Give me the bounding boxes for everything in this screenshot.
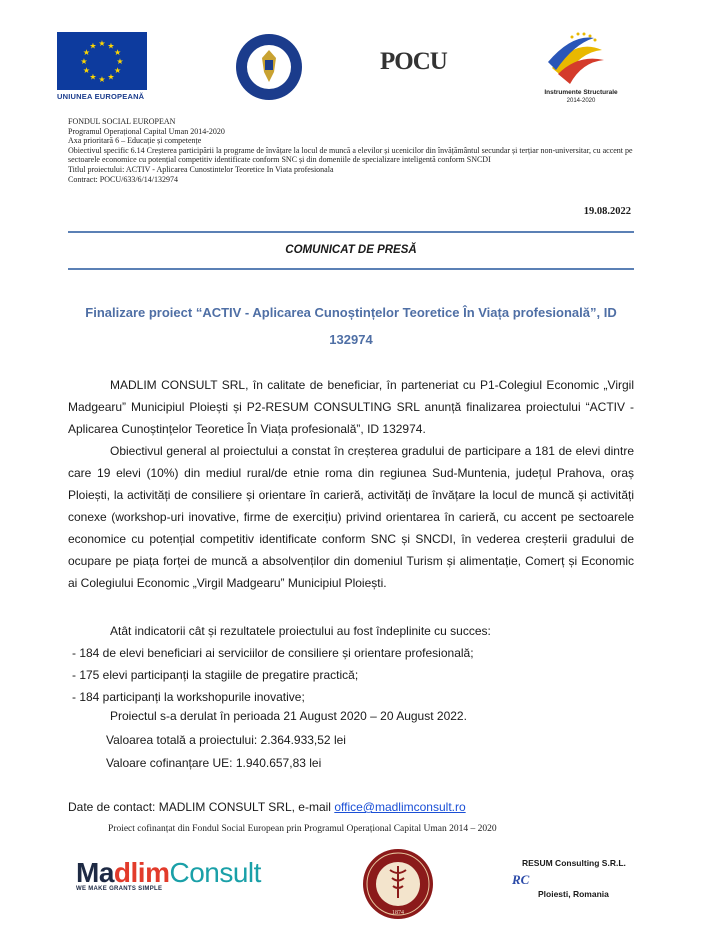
eu-star-icon: ★ (82, 48, 90, 57)
document-date: 19.08.2022 (583, 206, 631, 217)
madlim-consult-logo (76, 858, 261, 892)
instrumente-structurale-years: 2014-2020 (566, 98, 596, 104)
funding-line: Axa prioritară 6 – Educație și competențe (68, 136, 202, 146)
contact-email-link[interactable]: office@madlimconsult.ro (334, 800, 466, 814)
paragraph-results: Atât indicatorii cât și rezultatele proiectului au fost îndeplinite cu succes: (110, 624, 491, 638)
divider-top (68, 231, 634, 233)
instrumente-structurale-label: Instrumente Structurale (544, 89, 618, 96)
contact-line (68, 800, 466, 814)
funding-line: FONDUL SOCIAL EUROPEAN (68, 117, 176, 126)
eu-stars-icon (57, 32, 147, 90)
eu-star-icon: ★ (107, 72, 115, 82)
project-period: Proiectul s-a derulat în perioada 21 August 2020 – 20 August 2022. (110, 709, 467, 723)
funding-line: Contract: POCU/633/6/14/132974 (68, 174, 178, 184)
cofinancing-note: Proiect cofinanțat din Fondul Social European prin Programul Operațional Capital Uman 2014 – 2020 (108, 824, 497, 834)
eu-star-icon: ★ (98, 39, 106, 48)
eu-star-icon: ★ (82, 66, 90, 75)
madlim-wordmark: MadlimConsult (76, 857, 261, 888)
funding-line: Programul Operațional Capital Uman 2014-2020 (68, 126, 225, 136)
contact-label: Date de contact: MADLIM CONSULT SRL, e-mail (68, 800, 335, 814)
funding-info-block (68, 117, 638, 184)
project-total-value: Valoarea totală a proiectului: 2.364.933,52 lei (106, 733, 346, 747)
eu-star-icon: ★ (107, 41, 115, 51)
instrumente-structurale-logo (544, 28, 608, 88)
college-seal-logo (362, 848, 434, 920)
funding-line: Obiectivul specific 6.14 Creșterea participării la programe de învățare la locul de muncă a elevilor și ucenicilor din învățământul secundar și terțiar non-universitar, cu accent pe sectoarele economice cu potențial competitiv identificate conform SNC și din domeniile de specializare inteligentă conform SNCDI (68, 145, 633, 165)
eu-flag-logo (57, 32, 147, 90)
list-item: - 184 participanți la workshopurile inovative; (72, 690, 305, 704)
resum-logo-mark: RC (512, 872, 530, 887)
eu-star-icon: ★ (80, 57, 88, 66)
list-item: - 175 elevi participanți la stagiile de pregatire practică; (72, 668, 359, 682)
government-seal-logo (234, 32, 304, 102)
madlim-tagline: WE MAKE GRANTS SIMPLE (76, 886, 163, 892)
resum-city: Ploiesti, Romania (538, 889, 609, 899)
eu-star-icon: ★ (89, 41, 97, 51)
eu-star-icon: ★ (89, 72, 97, 82)
paragraph-objective: Obiectivul general al proiectului a constat în creșterea gradului de participare a 181 de elevi dintre care 19 elevi (10%) din mediul rural/de etnie roma din regiunea Sud-Muntenia, județul Prahova, oraș Ploiești, la activități de consiliere și orientare în carieră, activități de învățare la locul de muncă și activități conexe (workshop-uri inovative, firme de exercițiu) privind orientarea în carieră, cu accent pe sectoarele economice cu potențial competitiv identificate conform SNC și SNCDI, în vederea creșterii gradului de ocupare pe piața forței de muncă a absolvenților din domeniul Turism și alimentație, Comerț și Economic ai Colegiului Economic „Virgil Madgearu” Municipiul Ploiești. (68, 444, 634, 590)
funding-line: Titlul proiectului: ACTIV - Aplicarea Cunostintelor Teoretice In Viata profesionala (68, 164, 334, 174)
eu-cofinancing-value: Valoare cofinanțare UE: 1.940.657,83 lei (106, 756, 322, 770)
eu-star-icon: ★ (114, 48, 122, 57)
eu-label: UNIUNEA EUROPEANĂ (57, 92, 145, 101)
eu-star-icon: ★ (114, 66, 122, 75)
resum-company-name: RESUM Consulting S.R.L. (522, 858, 626, 868)
college-seal-year: 1874 (392, 910, 404, 916)
divider-bottom (68, 268, 634, 270)
eu-star-icon: ★ (116, 57, 124, 66)
pocu-logo: POCU (380, 48, 447, 75)
paragraph-intro: MADLIM CONSULT SRL, în calitate de beneficiar, în parteneriat cu P1-Colegiul Economic „Virgil Madgearu” Municipiul Ploiești și P2-RESUM CONSULTING SRL anunță finalizarea proiectului “ACTIV - Aplicarea Cunoștințelor Teoretice În Viața profesională”, ID 132974. (68, 378, 634, 436)
headline: Finalizare proiect “ACTIV - Aplicarea Cunoștințelor Teoretice În Viața profesională”, ID 132974 (85, 305, 617, 347)
press-release-title: COMUNICAT DE PRESĂ (285, 244, 417, 256)
eu-star-icon: ★ (98, 75, 106, 84)
list-item: - 184 de elevi beneficiari ai serviciilor de consiliere și orientare profesională; (72, 646, 474, 660)
